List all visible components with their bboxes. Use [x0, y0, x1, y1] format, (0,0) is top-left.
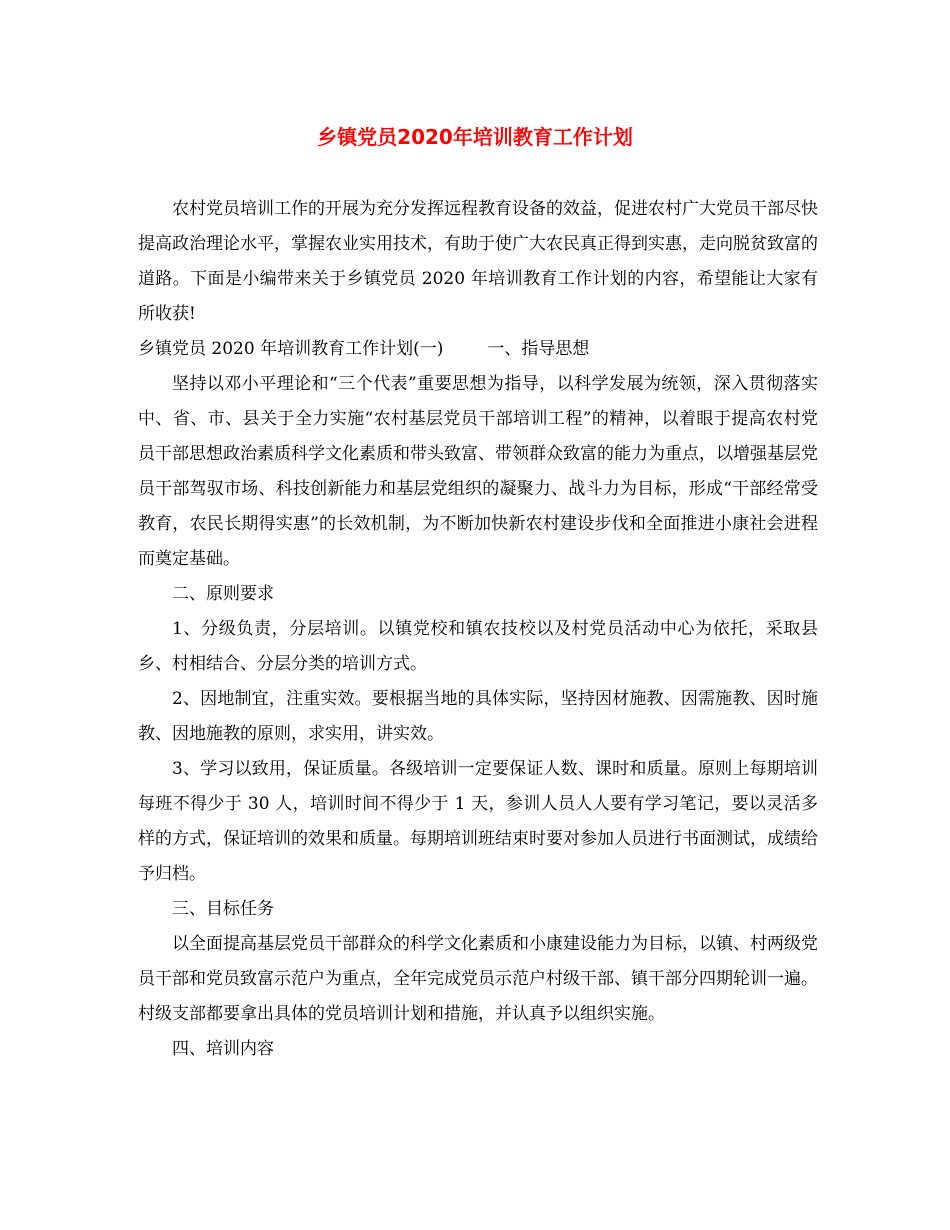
document-title: 乡镇党员2020年培训教育工作计划: [317, 125, 633, 149]
principle-1-paragraph: 1、分级负责，分层培训。以镇党校和镇农技校以及村党员活动中心为依托，采取县乡、村相结合、分层分类的培训方式。: [138, 619, 818, 674]
intro-paragraph: 农村党员培训工作的开展为充分发挥远程教育设备的效益，促进农村广大党员干部尽快提高政治理论水平，掌握农业实用技术，有助于使广大农民真正得到实惠，走向脱贫致富的道路。下面是小编带来关于乡镇党员 2020 年培训教育工作计划的内容，希望能让大家有所收获!: [138, 199, 818, 324]
plan-subtitle: 乡镇党员 2020 年培训教育工作计划(一): [138, 339, 444, 359]
subtitle-line: [138, 332, 818, 367]
principle-3-paragraph: 3、学习以致用，保证质量。各级培训一定要保证人数、课时和质量。原则上每期培训每班不得少于 30 人，培训时间不得少于 1 天，参训人员人人要有学习笔记，要以灵活多样的方式，保证培训的效果和质量。每期培训班结束时要对参加人员进行书面测试，成绩给予归档。: [138, 759, 818, 884]
document-body: [138, 192, 818, 1067]
targets-paragraph: 以全面提高基层党员干部群众的科学文化素质和小康建设能力为目标，以镇、村两级党员干部和党员致富示范户为重点，全年完成党员示范户村级干部、镇干部分四期轮训一遍。村级支部都要拿出具体的党员培训计划和措施，并认真予以组织实施。: [138, 934, 818, 1024]
principles-heading: 二、原则要求: [172, 584, 274, 604]
guiding-paragraph: 坚持以邓小平理论和“三个代表”重要思想为指导，以科学发展为统领，深入贯彻落实中、省、市、县关于全力实施“农村基层党员干部培训工程”的精神，以着眼于提高农村党员干部思想政治素质科学文化素质和带头致富、带领群众致富的能力为重点，以增强基层党员干部驾驭市场、科技创新能力和基层党组织的凝聚力、战斗力为目标，形成“干部经常受教育，农民长期得实惠”的长效机制，为不断加快新农村建设步伐和全面推进小康社会进程而奠定基础。: [138, 374, 818, 569]
targets-heading: 三、目标任务: [172, 899, 274, 919]
guiding-heading: 一、指导思想: [487, 339, 590, 359]
content-heading: 四、培训内容: [172, 1039, 274, 1059]
principle-2-paragraph: 2、因地制宜，注重实效。要根据当地的具体实际，坚持因材施教、因需施教、因时施教、因地施教的原则，求实用，讲实效。: [138, 689, 818, 744]
